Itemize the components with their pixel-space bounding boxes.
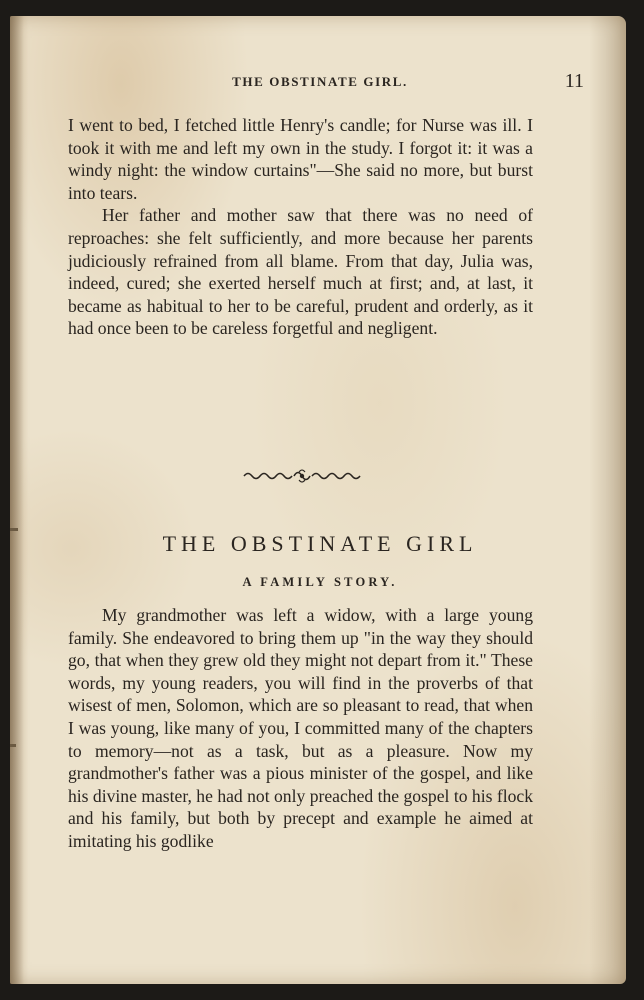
decorative-rule-ornament (242, 468, 362, 484)
binding-shadow (10, 16, 24, 984)
running-title: THE OBSTINATE GIRL. (232, 74, 408, 89)
spine-mark (10, 528, 18, 531)
chapter-text (68, 604, 533, 853)
book-page (10, 16, 626, 984)
paragraph: Her father and mother saw that there was no need of reproaches: she felt sufficiently, and more because her parents judiciously refrained from all blame. From that day, Julia was, indeed, cured; she exerted herself much at first; and, at last, it became as habitual to her to be careful, prudent and orderly, as it had once been to be careless forgetful and negligent. (68, 205, 533, 339)
chapter-subtitle: A FAMILY STORY. (242, 575, 398, 589)
running-head (50, 70, 590, 98)
spine-mark (10, 744, 16, 747)
paragraph: I went to bed, I fetched little Henry's candle; for Nurse was ill. I took it with me and left my own in the study. I forgot it: it was a windy night: the window curtains"—She said no more, but burst into tears. (68, 115, 533, 203)
chapter-title: THE OBSTINATE GIRL (162, 531, 478, 556)
previous-story-text (68, 114, 533, 340)
page-number: 11 (564, 70, 584, 92)
paragraph: My grandmother was left a widow, with a large young family. She endeavored to bring them up "in the way they should go, that when they grew old they might not depart from it." These words, my young readers, you will find in the proverbs of that wisest of men, Solomon, which are so pleasant to read, that when I was young, like many of you, I committed many of the chapters to memory—not as a task, but as a pleasure. Now my grandmother's father was a pious minister of the gospel, and like his divine master, he had not only preached the gospel to his flock and his family, but both by precept and example he aimed at imitating his godlike (68, 605, 533, 851)
